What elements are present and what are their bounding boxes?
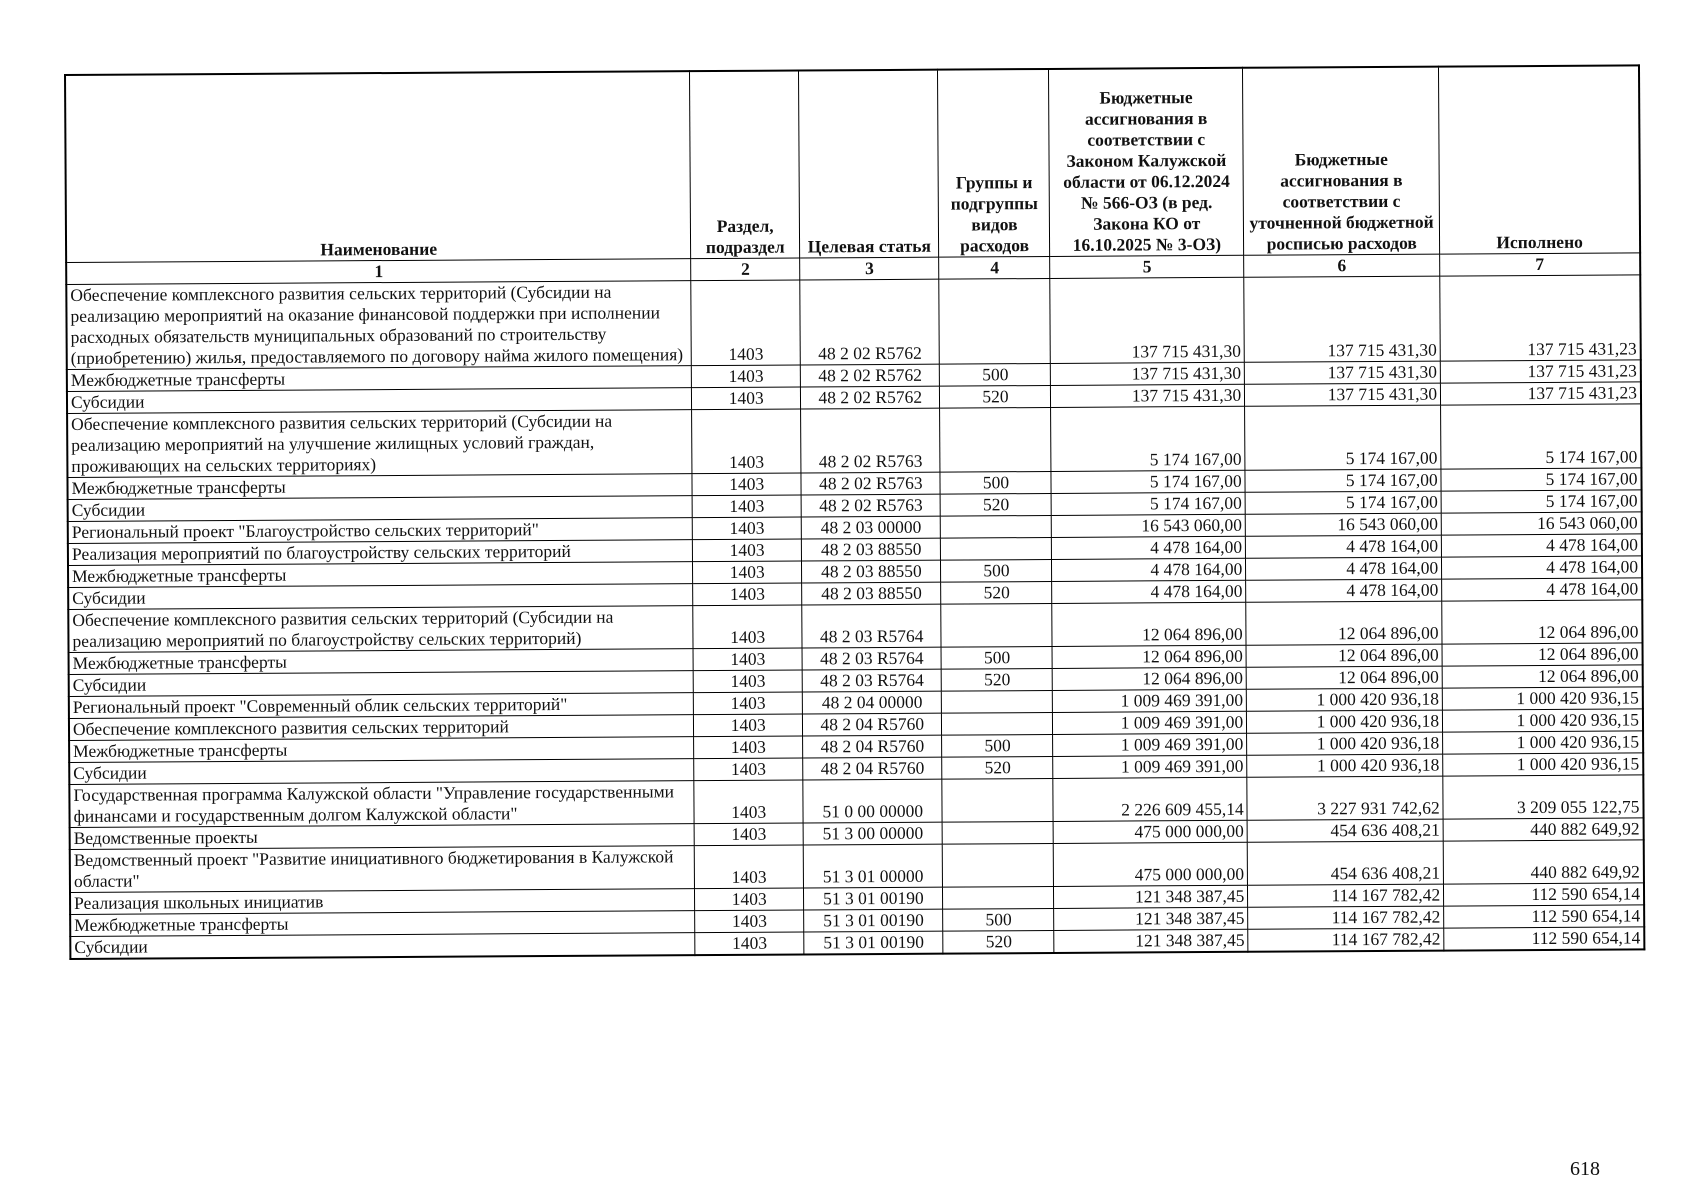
table-header-row (65, 65, 1640, 262)
header-done: Исполнено (1439, 65, 1640, 254)
row-target: 48 2 03 R5764 (802, 604, 942, 648)
row-target: 48 2 03 00000 (801, 516, 940, 539)
row-done-amount: 440 882 649,92 (1443, 840, 1644, 884)
row-section: 1403 (691, 280, 800, 366)
document-sheet (64, 64, 1645, 960)
row-rospis-amount: 1 000 420 936,18 (1247, 732, 1443, 755)
row-rospis-amount: 137 715 431,30 (1245, 361, 1441, 384)
row-target: 48 2 02 R5762 (800, 279, 940, 365)
row-law-amount: 1 009 469 391,00 (1053, 733, 1247, 756)
row-target: 48 2 04 00000 (802, 691, 941, 714)
row-done-amount: 4 478 164,00 (1442, 556, 1642, 579)
row-law-amount: 121 348 387,45 (1054, 929, 1248, 953)
row-done-amount: 16 543 060,00 (1441, 512, 1641, 535)
row-target: 48 2 03 R5764 (802, 647, 941, 670)
row-name: Межбюджетные трансферты (69, 737, 694, 763)
row-law-amount: 12 064 896,00 (1052, 645, 1246, 668)
row-rospis-amount: 5 174 167,00 (1245, 491, 1441, 514)
row-law-amount: 137 715 431,30 (1050, 277, 1244, 363)
row-group: 520 (940, 385, 1051, 408)
row-target: 48 2 03 88550 (802, 582, 941, 605)
row-done-amount: 4 478 164,00 (1441, 534, 1641, 557)
row-law-amount: 5 174 167,00 (1051, 406, 1245, 471)
row-name: Межбюджетные трансферты (67, 366, 692, 392)
row-target: 48 2 04 R5760 (803, 735, 942, 758)
row-name: Государственная программа Калужской области "Управление государственными финансами и государственным долгом Калужской области" (69, 781, 694, 828)
row-law-amount: 4 478 164,00 (1052, 536, 1246, 559)
row-done-amount: 137 715 431,23 (1441, 382, 1641, 405)
table-row (66, 275, 1640, 370)
page-number: 618 (1570, 1158, 1600, 1180)
budget-table (64, 64, 1645, 960)
row-section: 1403 (695, 845, 804, 889)
row-done-amount: 12 064 896,00 (1442, 600, 1643, 644)
row-name: Межбюджетные трансферты (67, 474, 692, 500)
row-rospis-amount: 1 000 420 936,18 (1247, 688, 1443, 711)
row-rospis-amount: 3 227 931 742,62 (1247, 776, 1443, 820)
row-done-amount: 5 174 167,00 (1441, 404, 1642, 469)
row-section: 1403 (692, 387, 801, 410)
row-section: 1403 (695, 932, 804, 955)
row-name: Обеспечение комплексного развития сельских территорий (Субсидии на реализацию мероприятий на оказание финансовой поддержки при исполнении расходных обязательств муниципальных образований по строительству (приобретению) жилья, предоставляемого по договору найма жилого помещения) (66, 281, 691, 370)
row-done-amount: 112 590 654,14 (1444, 927, 1644, 951)
row-law-amount: 475 000 000,00 (1054, 820, 1248, 843)
header-target: Целевая статья (799, 70, 939, 258)
column-number: 3 (800, 257, 939, 280)
row-law-amount: 12 064 896,00 (1053, 667, 1247, 690)
row-done-amount: 12 064 896,00 (1442, 643, 1642, 666)
row-name: Субсидии (67, 388, 692, 414)
row-group (941, 603, 1052, 647)
row-done-amount: 4 478 164,00 (1442, 578, 1642, 601)
row-rospis-amount: 114 167 782,42 (1248, 928, 1444, 952)
row-law-amount: 12 064 896,00 (1052, 602, 1246, 646)
column-number: 2 (691, 258, 800, 281)
row-target: 51 3 01 00000 (803, 844, 943, 888)
row-group (943, 886, 1054, 909)
row-name: Реализация школьных инициатив (70, 889, 695, 915)
header-section: Раздел, подраздел (690, 71, 800, 259)
row-name: Субсидии (69, 671, 694, 697)
row-group: 500 (941, 559, 1052, 582)
row-rospis-amount: 454 636 408,21 (1247, 841, 1443, 885)
row-rospis-amount: 137 715 431,30 (1245, 383, 1441, 406)
row-done-amount: 137 715 431,23 (1440, 275, 1641, 361)
row-target: 51 0 00 00000 (803, 779, 943, 823)
row-section: 1403 (692, 473, 801, 496)
column-number: 7 (1440, 253, 1640, 276)
row-target: 48 2 03 R5764 (802, 669, 941, 692)
row-group (943, 843, 1054, 887)
row-name: Обеспечение комплексного развития сельских территорий (Субсидии на реализацию мероприятий по благоустройству сельских территорий) (68, 606, 693, 653)
row-name: Реализация мероприятий по благоустройству сельских территорий (68, 540, 693, 566)
row-done-amount: 1 000 420 936,15 (1443, 753, 1643, 776)
row-section: 1403 (692, 495, 801, 518)
row-section: 1403 (693, 670, 802, 693)
row-rospis-amount: 5 174 167,00 (1245, 469, 1441, 492)
row-done-amount: 1 000 420 936,15 (1443, 709, 1643, 732)
row-law-amount: 16 543 060,00 (1052, 514, 1246, 537)
row-target: 51 3 00 00000 (803, 822, 942, 845)
header-law: Бюджетные ассигнования в соответствии с Законом Калужской области от 06.12.2024 № 566-ОЗ (в ред. Закона КО от 16.10.2025 № 3-ОЗ) (1049, 68, 1244, 257)
row-group: 500 (943, 908, 1054, 931)
row-rospis-amount: 4 478 164,00 (1246, 535, 1442, 558)
row-rospis-amount: 5 174 167,00 (1245, 405, 1441, 470)
row-rospis-amount: 137 715 431,30 (1244, 276, 1440, 362)
table-body (66, 275, 1644, 959)
row-rospis-amount: 4 478 164,00 (1246, 557, 1442, 580)
row-law-amount: 5 174 167,00 (1051, 470, 1245, 493)
row-law-amount: 137 715 431,30 (1051, 384, 1245, 407)
row-section: 1403 (693, 561, 802, 584)
row-law-amount: 4 478 164,00 (1052, 580, 1246, 603)
row-done-amount: 1 000 420 936,15 (1443, 731, 1643, 754)
row-target: 48 2 02 R5762 (800, 364, 939, 387)
row-law-amount: 137 715 431,30 (1051, 362, 1245, 385)
row-name: Региональный проект "Современный облик сельских территорий" (69, 693, 694, 719)
row-law-amount: 475 000 000,00 (1054, 842, 1248, 886)
row-rospis-amount: 4 478 164,00 (1246, 579, 1442, 602)
row-section: 1403 (694, 714, 803, 737)
row-rospis-amount: 12 064 896,00 (1246, 601, 1442, 645)
row-group (942, 778, 1053, 822)
row-target: 48 2 02 R5763 (801, 494, 940, 517)
row-law-amount: 4 478 164,00 (1052, 558, 1246, 581)
row-section: 1403 (692, 365, 801, 388)
row-done-amount: 112 590 654,14 (1444, 883, 1644, 906)
row-group: 500 (942, 734, 1053, 757)
row-group: 520 (941, 581, 1052, 604)
row-section: 1403 (695, 910, 804, 933)
row-target: 48 2 03 88550 (802, 560, 941, 583)
row-name: Межбюджетные трансферты (68, 562, 693, 588)
row-section: 1403 (693, 583, 802, 606)
row-group (939, 278, 1051, 364)
row-rospis-amount: 1 000 420 936,18 (1247, 754, 1443, 777)
row-group: 520 (941, 493, 1052, 516)
row-rospis-amount: 454 636 408,21 (1247, 819, 1443, 842)
row-done-amount: 5 174 167,00 (1441, 490, 1641, 513)
row-group (941, 537, 1052, 560)
header-group: Группы и подгруппы видов расходов (938, 69, 1050, 257)
row-target: 48 2 03 88550 (801, 538, 940, 561)
row-done-amount: 5 174 167,00 (1441, 468, 1641, 491)
row-section: 1403 (694, 758, 803, 781)
column-number: 6 (1244, 254, 1440, 277)
row-name: Субсидии (69, 759, 694, 785)
row-section: 1403 (694, 692, 803, 715)
row-law-amount: 1 009 469 391,00 (1053, 689, 1247, 712)
row-name: Обеспечение комплексного развития сельских территорий (Субсидии на реализацию мероприятий на улучшение жилищных условий граждан, проживающих на сельских территориях) (67, 410, 692, 478)
row-law-amount: 121 348 387,45 (1054, 885, 1248, 908)
row-group: 520 (943, 930, 1054, 953)
row-section: 1403 (695, 888, 804, 911)
row-law-amount: 2 226 609 455,14 (1053, 777, 1247, 821)
row-law-amount: 1 009 469 391,00 (1053, 711, 1247, 734)
row-section: 1403 (692, 409, 801, 474)
row-target: 48 2 02 R5763 (801, 472, 940, 495)
row-section: 1403 (693, 648, 802, 671)
row-target: 51 3 01 00190 (804, 887, 943, 910)
row-group: 520 (942, 756, 1053, 779)
row-section: 1403 (694, 780, 803, 824)
row-target: 48 2 02 R5763 (801, 408, 941, 473)
row-rospis-amount: 12 064 896,00 (1246, 666, 1442, 689)
row-target: 48 2 04 R5760 (803, 757, 942, 780)
row-target: 48 2 04 R5760 (803, 713, 942, 736)
row-target: 48 2 02 R5762 (801, 386, 940, 409)
row-rospis-amount: 16 543 060,00 (1245, 513, 1441, 536)
row-group: 500 (941, 646, 1052, 669)
row-section: 1403 (693, 539, 802, 562)
row-section: 1403 (693, 605, 802, 649)
row-rospis-amount: 1 000 420 936,18 (1247, 710, 1443, 733)
row-law-amount: 1 009 469 391,00 (1053, 755, 1247, 778)
row-rospis-amount: 12 064 896,00 (1246, 644, 1442, 667)
header-name: Наименование (65, 71, 691, 262)
row-done-amount: 137 715 431,23 (1440, 360, 1640, 383)
row-done-amount: 1 000 420 936,15 (1442, 687, 1642, 710)
row-done-amount: 440 882 649,92 (1443, 818, 1643, 841)
row-name: Субсидии (70, 933, 695, 959)
row-group: 500 (940, 363, 1051, 386)
row-law-amount: 121 348 387,45 (1054, 907, 1248, 930)
row-name: Субсидии (68, 584, 693, 610)
row-rospis-amount: 114 167 782,42 (1248, 906, 1444, 929)
column-number: 5 (1050, 255, 1244, 278)
table-row (67, 404, 1641, 478)
row-section: 1403 (694, 823, 803, 846)
row-law-amount: 5 174 167,00 (1052, 492, 1246, 515)
row-section: 1403 (693, 517, 802, 540)
row-name: Региональный проект "Благоустройство сельских территорий" (68, 518, 693, 544)
column-number: 1 (66, 259, 691, 285)
row-group (942, 712, 1053, 735)
column-number: 4 (939, 256, 1050, 279)
row-rospis-amount: 114 167 782,42 (1248, 884, 1444, 907)
row-done-amount: 112 590 654,14 (1444, 905, 1644, 928)
row-name: Субсидии (68, 496, 693, 522)
row-group (941, 515, 1052, 538)
row-done-amount: 3 209 055 122,75 (1443, 775, 1644, 819)
row-group (942, 690, 1053, 713)
row-group: 520 (942, 668, 1053, 691)
row-name: Ведомственный проект "Развитие инициативного бюджетирования в Калужской области" (70, 846, 695, 893)
header-rospis: Бюджетные ассигнования в соответствии с уточненной бюджетной росписью расходов (1243, 67, 1440, 256)
row-name: Обеспечение комплексного развития сельских территорий (69, 715, 694, 741)
row-group (943, 821, 1054, 844)
row-target: 51 3 01 00190 (804, 909, 943, 932)
row-group: 500 (940, 471, 1051, 494)
row-name: Ведомственные проекты (70, 824, 695, 850)
row-done-amount: 12 064 896,00 (1442, 665, 1642, 688)
row-target: 51 3 01 00190 (804, 931, 943, 954)
row-section: 1403 (694, 736, 803, 759)
row-group (940, 407, 1051, 472)
row-name: Межбюджетные трансферты (70, 911, 695, 937)
row-name: Межбюджетные трансферты (69, 649, 694, 675)
